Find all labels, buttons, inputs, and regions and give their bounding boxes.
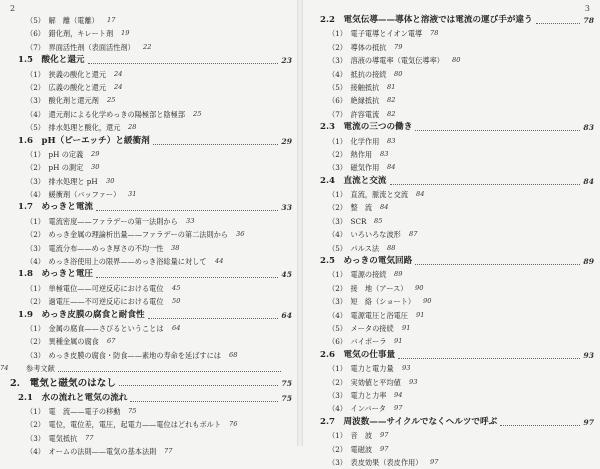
toc-entry xyxy=(0,121,298,134)
toc-entry-title: （4） 緩衝剤（バッファー） xyxy=(26,190,121,200)
toc-entry-title: （5） 接触抵抗 xyxy=(328,82,380,92)
toc-entry-title: （1） 単極電位——可逆反応における電位 xyxy=(26,283,164,293)
toc-entry-title: （2） 実効値と平均値 xyxy=(328,377,401,387)
toc-entry-title: （3） めっき皮膜の腐食・防食——素地の寿命を延ばすには xyxy=(26,350,221,360)
toc-entry-page: 45 xyxy=(172,283,181,292)
toc-entry-title: （3） 短 絡（ショート） xyxy=(328,297,416,307)
toc-entry-page: 76 xyxy=(229,420,238,429)
toc-entry xyxy=(0,135,298,148)
toc-entry-title: （4） 電源電圧と浴電圧 xyxy=(328,310,409,320)
toc-entry-page: 25 xyxy=(193,109,202,118)
toc-entry-page: 81 xyxy=(387,82,396,91)
toc-entry-title: （6） バイポーラ xyxy=(328,337,387,347)
toc-entry-page: 22 xyxy=(143,42,152,51)
leader-dots xyxy=(398,358,580,359)
toc-entry xyxy=(302,362,600,375)
toc-entry xyxy=(0,201,298,214)
toc-entry xyxy=(0,432,298,445)
toc-entry-title: （3） 電流分布——めっき厚さの不均一性 xyxy=(26,243,164,253)
toc-entry-page: 68 xyxy=(229,350,238,359)
toc-entry-page: 97 xyxy=(380,444,389,453)
toc-entry xyxy=(302,175,600,188)
toc-entry xyxy=(0,392,298,405)
toc-entry-page: 94 xyxy=(394,390,403,399)
toc-entry xyxy=(302,282,600,295)
page-number-right: 3 xyxy=(584,4,590,13)
toc-entry-title: （4） いろいろな波形 xyxy=(328,230,401,240)
toc-entry-title: （2） 熱作用 xyxy=(328,149,373,159)
toc-entry-title: 1.9 めっき皮膜の腐食と耐食性 xyxy=(18,309,145,320)
toc-entry-page: 83 xyxy=(583,123,594,133)
toc-entry-page: 78 xyxy=(430,29,439,38)
toc-entry-title: （5） パルス法 xyxy=(328,243,380,253)
toc-entry xyxy=(0,309,298,322)
toc-entry xyxy=(0,161,298,174)
toc-entry xyxy=(0,349,298,362)
toc-entry xyxy=(0,41,298,54)
toc-entry xyxy=(0,94,298,107)
toc-entry-title: （2） 電磁波 xyxy=(328,444,373,454)
toc-entry-page: 36 xyxy=(236,230,245,239)
toc-entry-page: 24 xyxy=(114,69,123,78)
toc-list-left xyxy=(0,14,298,459)
toc-entry xyxy=(0,405,298,418)
toc-entry-page: 23 xyxy=(281,56,292,66)
toc-entry-page: 84 xyxy=(387,163,396,172)
toc-entry-page: 85 xyxy=(374,216,383,225)
toc-entry-page: 17 xyxy=(107,16,116,24)
toc-entry-title: （5） 解 離（電離） xyxy=(26,16,99,25)
toc-entry-title: （4） オームの法則——電気の基本法則 xyxy=(26,447,157,457)
toc-entry-page: 74 xyxy=(0,364,9,373)
toc-entry-title: （3） 電気抵抗 xyxy=(26,433,78,443)
toc-entry-title: （3） 磁気作用 xyxy=(328,163,380,173)
toc-entry-page: 91 xyxy=(402,323,411,332)
toc-entry xyxy=(0,228,298,241)
toc-entry xyxy=(302,201,600,214)
toc-entry xyxy=(0,335,298,348)
toc-entry-title: （3） 電力と力率 xyxy=(328,390,387,400)
toc-entry-title: （2） 接 地（アース） xyxy=(328,283,408,293)
toc-entry xyxy=(0,322,298,335)
toc-entry xyxy=(302,402,600,415)
toc-entry-title: （3） 酸化剤と還元剤 xyxy=(26,96,99,106)
toc-entry xyxy=(0,108,298,121)
toc-entry-title: （1） 化学作用 xyxy=(328,136,380,146)
toc-entry-page: 97 xyxy=(583,417,594,427)
toc-entry xyxy=(0,282,298,295)
right-page xyxy=(302,0,600,467)
toc-entry-title: （4） 抵抗の接続 xyxy=(328,69,387,79)
leader-dots xyxy=(153,144,278,145)
toc-entry-title: （2） 導体の抵抗 xyxy=(328,42,387,52)
toc-entry-title: 1.6 pH（ピーエッチ）と緩衝剤 xyxy=(18,135,150,146)
toc-entry-page: 28 xyxy=(128,123,137,132)
toc-entry-page: 30 xyxy=(106,176,115,185)
leader-dots xyxy=(415,264,580,265)
toc-entry xyxy=(0,68,298,81)
toc-entry-title: （2） 過電圧——不可逆反応における電位 xyxy=(26,297,164,307)
toc-entry-title: 1.7 めっきと電流 xyxy=(18,202,94,213)
toc-entry-page: 89 xyxy=(583,257,594,267)
toc-entry-title: （1） 電流密度——ファラデーの第一法則から xyxy=(26,216,178,226)
leader-dots xyxy=(415,130,580,131)
toc-entry-title: （1） 電源の接続 xyxy=(328,270,387,280)
toc-entry-page: 90 xyxy=(415,283,424,292)
toc-entry-title: （3） 溶液の導電率（電気伝導率） xyxy=(328,56,444,66)
leader-dots xyxy=(148,318,278,319)
toc-entry-page: 44 xyxy=(215,257,224,266)
toc-entry xyxy=(302,94,600,107)
toc-entry-title: （1） 音 波 xyxy=(328,431,373,441)
toc-entry-title: （4） 還元剤による化学めっきの陽極部と陰極部 xyxy=(26,109,186,119)
toc-entry-page: 64 xyxy=(281,310,292,320)
toc-entry-page: 29 xyxy=(91,149,100,158)
toc-entry xyxy=(0,255,298,268)
toc-entry xyxy=(302,81,600,94)
leader-dots xyxy=(88,63,278,64)
toc-entry-page: 67 xyxy=(107,337,116,346)
toc-entry xyxy=(0,242,298,255)
toc-entry-title: （4） インバータ xyxy=(328,404,386,414)
toc-entry xyxy=(302,389,600,402)
toc-entry xyxy=(302,295,600,308)
toc-entry-title: （2） 異種金属の腐食 xyxy=(26,337,99,347)
toc-entry xyxy=(302,416,600,429)
toc-entry-page: 93 xyxy=(402,364,411,373)
toc-entry-page: 75 xyxy=(128,406,137,415)
toc-entry xyxy=(0,445,298,458)
toc-entry xyxy=(0,418,298,431)
toc-entry-page: 89 xyxy=(394,270,403,279)
toc-entry-title: （3） 排水処理と pH xyxy=(26,176,98,186)
toc-entry-page: 93 xyxy=(409,377,418,386)
toc-entry xyxy=(302,135,600,148)
toc-entry-title: （1） 直流，脈流と交流 xyxy=(328,190,409,200)
toc-entry-page: 82 xyxy=(387,109,396,118)
toc-entry-title: 2.1 水の流れと電気の流れ xyxy=(18,392,128,403)
toc-entry-title: （2） pH の測定 xyxy=(26,163,84,173)
toc-entry-page: 19 xyxy=(121,29,130,38)
toc-entry-page: 91 xyxy=(394,337,403,346)
leader-dots xyxy=(500,425,580,426)
toc-entry xyxy=(302,376,600,389)
leader-dots xyxy=(96,210,278,211)
toc-entry-title: 2. 電気と磁気のはなし xyxy=(10,377,116,389)
toc-entry-title: （5） メータの接続 xyxy=(328,323,394,333)
toc-entry-page: 97 xyxy=(380,431,389,440)
toc-entry xyxy=(302,335,600,348)
toc-entry-title: （6） 錯化剤，キレート剤 xyxy=(26,29,114,39)
left-page xyxy=(0,0,298,457)
toc-entry xyxy=(302,148,600,161)
toc-entry-page: 33 xyxy=(281,203,292,213)
toc-entry-title: （7） 界面活性剤（表面活性剤） xyxy=(26,42,135,52)
toc-entry xyxy=(0,148,298,161)
toc-entry-page: 24 xyxy=(114,82,123,91)
toc-entry-title: （5） 排水処理と酸化，還元 xyxy=(26,123,121,133)
toc-entry xyxy=(0,81,298,94)
toc-entry xyxy=(302,14,600,27)
toc-entry-page: 93 xyxy=(583,350,594,360)
toc-entry-title: 参考文献 xyxy=(26,364,55,374)
leader-dots xyxy=(119,385,278,386)
toc-entry xyxy=(0,54,298,67)
toc-entry-title: （2） めっき金属の理論析出量——ファラデーの第二法則から xyxy=(26,230,229,240)
toc-entry xyxy=(302,255,600,268)
toc-entry-page: 97 xyxy=(394,404,403,413)
toc-entry-title: （1） 狭義の酸化と還元 xyxy=(26,69,107,79)
toc-entry-page: 84 xyxy=(380,203,389,212)
toc-entry-title: （1） 電力と電力量 xyxy=(328,364,394,374)
leader-dots xyxy=(390,184,580,185)
toc-entry-title: 2.5 めっきの電気回路 xyxy=(320,256,413,267)
toc-entry-page: 75 xyxy=(281,378,292,388)
toc-entry-title: （2） 整 流 xyxy=(328,203,373,213)
toc-entry-title: （3） SCR xyxy=(328,216,367,226)
toc-entry xyxy=(302,242,600,255)
toc-entry xyxy=(302,54,600,67)
toc-entry-page: 87 xyxy=(409,230,418,239)
toc-entry xyxy=(302,443,600,456)
toc-entry-page: 82 xyxy=(387,96,396,105)
toc-entry-title: （6） 絶縁抵抗 xyxy=(328,96,380,106)
toc-entry-page: 79 xyxy=(394,42,403,51)
toc-entry-title: （4） めっき浴使用上の限界——めっき浴総量に対して xyxy=(26,257,207,267)
toc-entry xyxy=(0,268,298,281)
toc-entry-page: 78 xyxy=(583,16,594,25)
toc-entry-page: 84 xyxy=(416,190,425,199)
toc-entry-page: 31 xyxy=(128,190,137,199)
toc-entry xyxy=(302,215,600,228)
toc-entry-title: 2.4 直流と交流 xyxy=(320,175,387,186)
toc-entry-title: 2.2 電気伝導——導体と溶液では電流の運び手が違う xyxy=(320,15,533,25)
toc-entry-page: 97 xyxy=(430,457,439,466)
toc-entry xyxy=(0,27,298,40)
toc-entry-title: （1） 電 流——電子の移動 xyxy=(26,406,121,416)
toc-entry xyxy=(0,14,298,27)
leader-dots xyxy=(130,401,278,402)
toc-entry xyxy=(302,68,600,81)
page-number-left: 2 xyxy=(10,4,16,13)
toc-entry-title: （1） pH の定義 xyxy=(26,149,84,159)
toc-entry-page: 80 xyxy=(452,56,461,65)
toc-entry-page: 50 xyxy=(172,297,181,306)
toc-entry-title: 2.3 電流の三つの働き xyxy=(320,122,413,133)
toc-entry-page: 84 xyxy=(583,176,594,186)
toc-entry-page: 91 xyxy=(416,310,425,319)
toc-entry-title: 2.7 周波数——サイクルでなくヘルツで呼ぶ xyxy=(320,416,498,427)
toc-entry xyxy=(302,429,600,442)
toc-entry xyxy=(302,268,600,281)
toc-entry-title: （7） 許容電流 xyxy=(328,109,380,119)
toc-entry-title: 2.6 電気の仕事量 xyxy=(320,349,396,360)
toc-entry xyxy=(0,295,298,308)
toc-entry-page: 29 xyxy=(281,136,292,146)
toc-entry-page: 25 xyxy=(107,96,116,105)
toc-entry-page: 45 xyxy=(281,270,292,280)
toc-entry xyxy=(302,322,600,335)
toc-entry xyxy=(302,41,600,54)
toc-entry-title: 1.8 めっきと電圧 xyxy=(18,269,94,280)
toc-entry xyxy=(0,188,298,201)
toc-entry-page: 80 xyxy=(394,69,403,78)
toc-entry-title: （1） 金属の腐食——さびるということは xyxy=(26,323,164,333)
toc-entry-page: 33 xyxy=(186,216,195,225)
toc-entry-page: 88 xyxy=(387,243,396,252)
toc-entry-page: 77 xyxy=(164,447,173,456)
toc-entry-page: 90 xyxy=(423,297,432,306)
toc-entry xyxy=(302,456,600,469)
toc-entry-title: （2） 電位，電位差，電圧，起電力——電位はどれもボルト xyxy=(26,420,222,430)
toc-entry xyxy=(302,121,600,134)
toc-entry xyxy=(0,175,298,188)
toc-entry xyxy=(302,27,600,40)
toc-entry-title: （3） 表皮効果（表皮作用） xyxy=(328,457,423,467)
toc-entry-page: 64 xyxy=(172,323,181,332)
toc-entry xyxy=(302,188,600,201)
toc-entry-title: 1.5 酸化と還元 xyxy=(18,55,85,66)
toc-entry xyxy=(302,108,600,121)
toc-entry xyxy=(302,349,600,362)
toc-entry xyxy=(0,376,298,392)
toc-entry-page: 38 xyxy=(171,243,180,252)
toc-entry xyxy=(0,362,298,375)
toc-entry-page: 30 xyxy=(91,163,100,172)
toc-entry-page: 83 xyxy=(380,149,389,158)
toc-entry-page: 75 xyxy=(281,393,292,403)
toc-entry xyxy=(302,161,600,174)
leader-dots xyxy=(536,23,580,24)
toc-entry-page: 77 xyxy=(85,433,94,442)
leader-dots xyxy=(96,277,278,278)
toc-entry-title: （1） 電子電導とイオン電導 xyxy=(328,29,423,39)
toc-entry xyxy=(302,309,600,322)
leader-dots xyxy=(58,371,281,372)
toc-entry xyxy=(0,215,298,228)
toc-entry-page: 83 xyxy=(387,136,396,145)
toc-entry xyxy=(302,228,600,241)
toc-list-right xyxy=(302,14,600,469)
toc-entry-title: （2） 広義の酸化と還元 xyxy=(26,82,107,92)
